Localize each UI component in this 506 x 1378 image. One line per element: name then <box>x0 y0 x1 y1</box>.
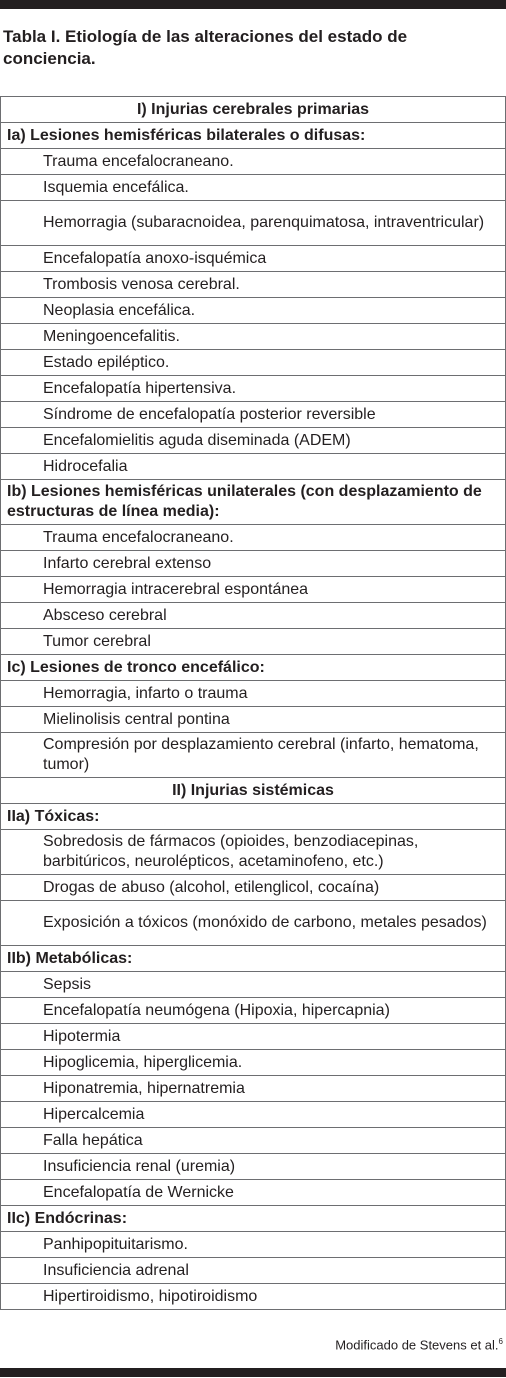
table-row <box>1 201 506 246</box>
cause-cell: Mielinolisis central pontina <box>1 707 506 733</box>
table-row <box>1 733 506 778</box>
cause-cell: Trauma encefalocraneano. <box>1 525 506 551</box>
cause-cell: Isquemia encefálica. <box>1 175 506 201</box>
table-row <box>1 551 506 577</box>
cause-cell: Insuficiencia adrenal <box>1 1258 506 1284</box>
group-header-row <box>1 1206 506 1232</box>
bottom-rule <box>0 1368 506 1377</box>
table-row <box>1 1076 506 1102</box>
table-row <box>1 272 506 298</box>
cause-cell: Exposición a tóxicos (monóxido de carbono, metales pesados) <box>1 901 506 946</box>
cause-cell: Síndrome de encefalopatía posterior reversible <box>1 402 506 428</box>
section-title: II) Injurias sistémicas <box>1 778 506 804</box>
group-title: Ib) Lesiones hemisféricas unilaterales (con desplazamiento de estructuras de línea media): <box>1 480 506 525</box>
table-caption: Tabla I. Etiología de las alteraciones del estado de conciencia. <box>3 27 408 68</box>
group-header-row <box>1 123 506 149</box>
group-header-row <box>1 946 506 972</box>
cause-cell: Infarto cerebral extenso <box>1 551 506 577</box>
cause-cell: Compresión por desplazamiento cerebral (infarto, hematoma, tumor) <box>1 733 506 778</box>
table-row <box>1 1258 506 1284</box>
section-header-row <box>1 778 506 804</box>
table-row <box>1 376 506 402</box>
table-row <box>1 577 506 603</box>
group-title: IIa) Tóxicas: <box>1 804 506 830</box>
cause-cell: Estado epiléptico. <box>1 350 506 376</box>
cause-cell: Drogas de abuso (alcohol, etilenglicol, cocaína) <box>1 875 506 901</box>
group-title: IIc) Endócrinas: <box>1 1206 506 1232</box>
table-row <box>1 998 506 1024</box>
cause-cell: Hidrocefalia <box>1 454 506 480</box>
table-row <box>1 246 506 272</box>
section-header-row <box>1 97 506 123</box>
table-row <box>1 525 506 551</box>
cause-cell: Panhipopituitarismo. <box>1 1232 506 1258</box>
cause-cell: Sobredosis de fármacos (opioides, benzodiacepinas, barbitúricos, neurolépticos, acetaminofeno, etc.) <box>1 830 506 875</box>
cause-cell: Hipotermia <box>1 1024 506 1050</box>
table-row <box>1 1154 506 1180</box>
table-row <box>1 402 506 428</box>
table-row <box>1 350 506 376</box>
cause-cell: Encefalopatía hipertensiva. <box>1 376 506 402</box>
table-row <box>1 1102 506 1128</box>
table-row <box>1 454 506 480</box>
cause-cell: Falla hepática <box>1 1128 506 1154</box>
table-row <box>1 298 506 324</box>
cause-cell: Hemorragia intracerebral espontánea <box>1 577 506 603</box>
table-row <box>1 681 506 707</box>
top-rule <box>0 0 506 9</box>
table-row <box>1 1128 506 1154</box>
cause-cell: Trauma encefalocraneano. <box>1 149 506 175</box>
table-row <box>1 875 506 901</box>
table-row <box>1 175 506 201</box>
table-row <box>1 1232 506 1258</box>
cause-cell: Trombosis venosa cerebral. <box>1 272 506 298</box>
group-header-row <box>1 480 506 525</box>
source-text: Modificado de Stevens et al. <box>335 1337 499 1353</box>
cause-cell: Hipertiroidismo, hipotiroidismo <box>1 1284 506 1310</box>
cause-cell: Hiponatremia, hipernatremia <box>1 1076 506 1102</box>
section-title: I) Injurias cerebrales primarias <box>1 97 506 123</box>
table-row <box>1 830 506 875</box>
cause-cell: Encefalomielitis aguda diseminada (ADEM) <box>1 428 506 454</box>
group-title: Ia) Lesiones hemisféricas bilaterales o difusas: <box>1 123 506 149</box>
table-row <box>1 972 506 998</box>
cause-cell: Hipercalcemia <box>1 1102 506 1128</box>
group-title: IIb) Metabólicas: <box>1 946 506 972</box>
group-header-row <box>1 804 506 830</box>
cause-cell: Meningoencefalitis. <box>1 324 506 350</box>
table-row <box>1 1050 506 1076</box>
table-row <box>1 901 506 946</box>
cause-cell: Insuficiencia renal (uremia) <box>1 1154 506 1180</box>
table-row <box>1 603 506 629</box>
etiology-table <box>0 96 506 1310</box>
cause-cell: Encefalopatía neumógena (Hipoxia, hipercapnia) <box>1 998 506 1024</box>
cause-cell: Hipoglicemia, hiperglicemia. <box>1 1050 506 1076</box>
table-row <box>1 1180 506 1206</box>
cause-cell: Hemorragia (subaracnoidea, parenquimatosa, intraventricular) <box>1 201 506 246</box>
cause-cell: Encefalopatía de Wernicke <box>1 1180 506 1206</box>
group-title: Ic) Lesiones de tronco encefálico: <box>1 655 506 681</box>
cause-cell: Sepsis <box>1 972 506 998</box>
table-row <box>1 629 506 655</box>
cause-cell: Tumor cerebral <box>1 629 506 655</box>
source-reference: 6 <box>498 1337 503 1346</box>
cause-cell: Hemorragia, infarto o trauma <box>1 681 506 707</box>
table-row <box>1 1024 506 1050</box>
table-row <box>1 707 506 733</box>
cause-cell: Absceso cerebral <box>1 603 506 629</box>
cause-cell: Neoplasia encefálica. <box>1 298 506 324</box>
table-row <box>1 428 506 454</box>
etiology-table-body <box>1 97 506 1310</box>
group-header-row <box>1 655 506 681</box>
table-row <box>1 1284 506 1310</box>
cause-cell: Encefalopatía anoxo-isquémica <box>1 246 506 272</box>
table-row <box>1 149 506 175</box>
table-row <box>1 324 506 350</box>
source-note <box>335 1337 503 1352</box>
